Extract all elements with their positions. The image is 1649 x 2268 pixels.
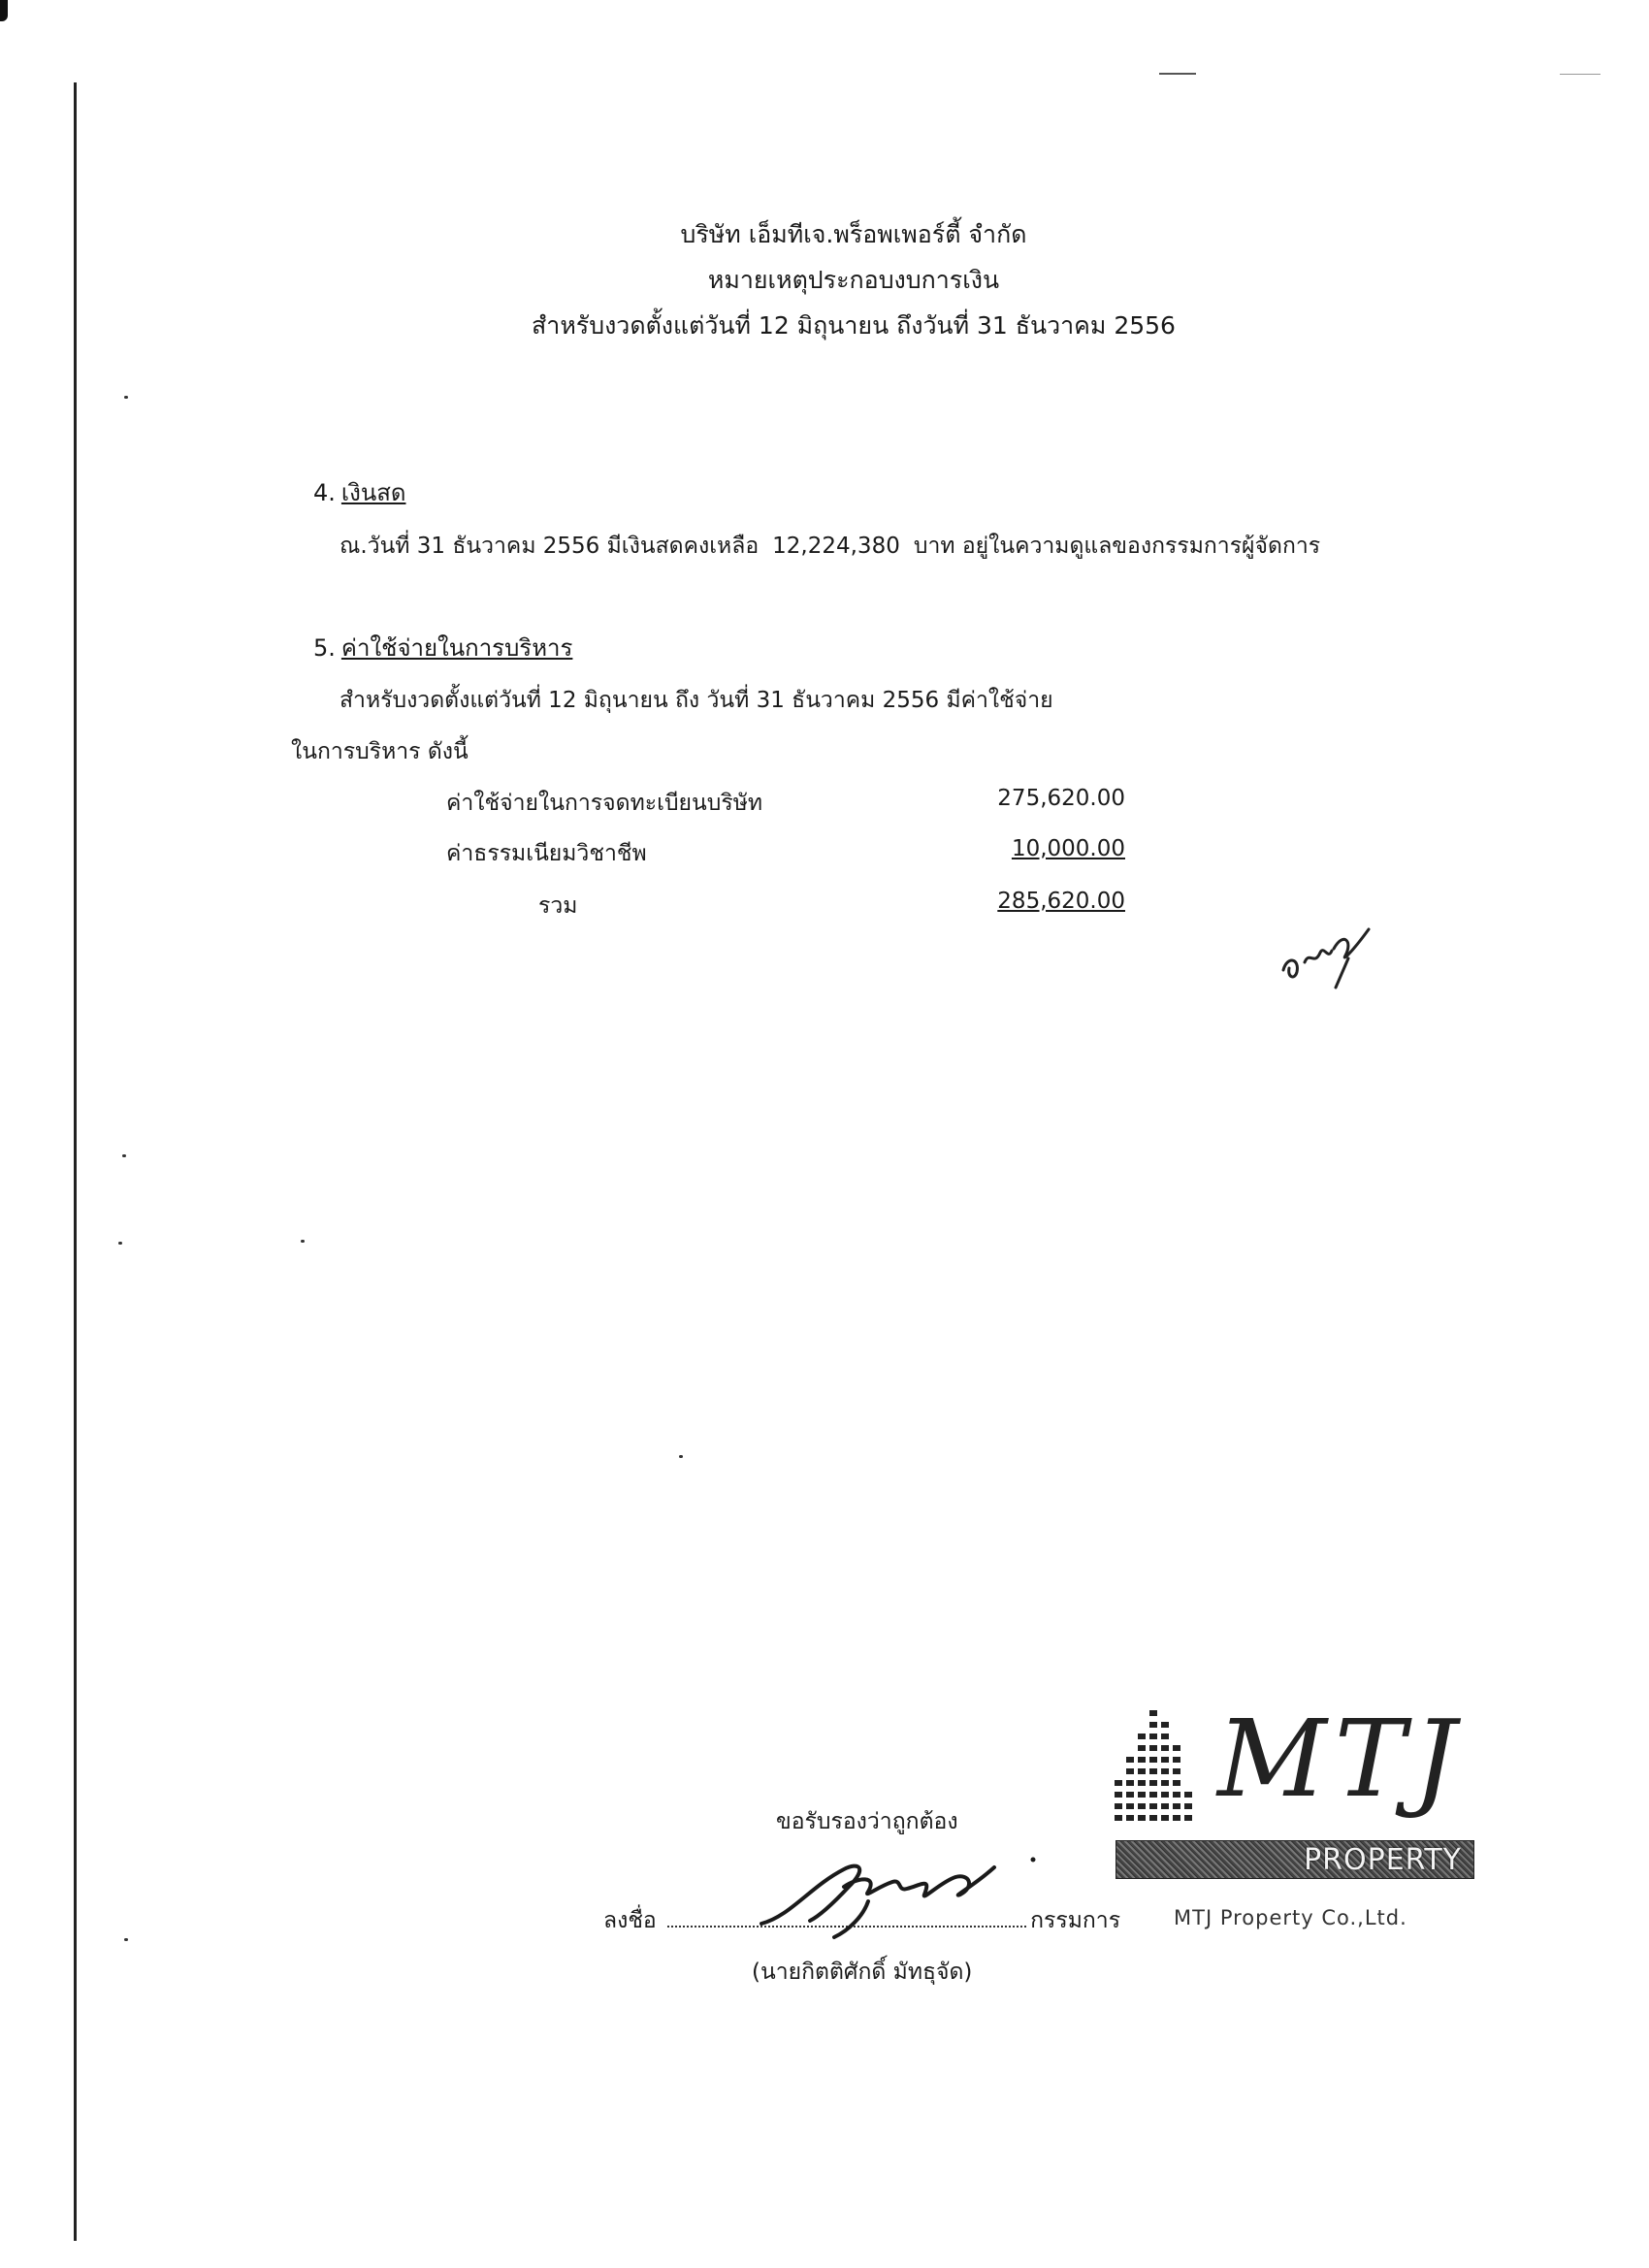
sign-suffix: กรรมการ [1030,1908,1121,1933]
document-title: หมายเหตุประกอบงบการเงิน [707,266,1000,294]
logo-company-name: MTJ Property Co.,Ltd. [1174,1906,1407,1929]
scan-speck [301,1240,305,1243]
scan-speck [124,1938,128,1941]
logo-tagline-bar [1116,1840,1474,1879]
section-5-heading [313,629,572,666]
section-title: ค่าใช้จ่ายในการบริหาร [340,634,573,662]
handwritten-signature [752,1848,1043,1940]
cash-amount: 12,224,380 [772,534,900,559]
scan-dash [1560,74,1600,75]
scan-speck [679,1455,683,1458]
total-label: รวม [538,893,578,919]
section-number: 5. [313,634,336,662]
logo-tagline: PROPERTY [1304,1843,1462,1877]
scan-dash [1159,73,1196,75]
scan-corner-mark [0,0,8,21]
expense-row [446,786,1125,819]
scan-speck [122,1154,126,1157]
certify-text: ขอรับรองว่าถูกต้อง [776,1809,958,1834]
section-4-text [340,529,1320,564]
handwritten-initials [1276,902,1382,989]
expense-row [446,836,1125,869]
expense-total-row [446,889,1125,922]
total-amount: 285,620.00 [997,889,1125,914]
sign-prefix: ลงชื่อ [603,1908,657,1933]
section-title: เงินสด [340,479,406,506]
expense-amount: 10,000.00 [1011,836,1125,861]
period-text: สำหรับงวดตั้งแต่วันที่ 12 มิถุนายน ถึงวันที่ 31 ธันวาคม 2556 [532,311,1176,340]
expense-label: ค่าธรรมเนียมวิชาชีพ [446,841,647,866]
scan-speck [124,396,128,399]
logo-brand: MTJ [1217,1697,1465,1821]
section-5-line-1: สำหรับงวดตั้งแต่วันที่ 12 มิถุนายน ถึง วันที่ 31 ธันวาคม 2556 มีค่าใช้จ่าย [340,688,1053,713]
section-5-line-2: ในการบริหาร ดังนี้ [291,739,469,764]
cash-text-before: ณ.วันที่ 31 ธันวาคม 2556 มีเงินสดคงเหลือ [340,534,760,559]
scan-speck [118,1242,122,1245]
section-4-heading [313,473,405,511]
signer-name: (นายกิตติศักดิ์ มัทธุจัด) [752,1960,973,1985]
cash-text-after: บาท อยู่ในความดูแลของกรรมการผู้จัดการ [913,534,1321,559]
section-number: 4. [313,479,336,506]
expense-label: ค่าใช้จ่ายในการจดทะเบียนบริษัท [446,791,763,816]
scan-edge-line [74,82,77,2241]
company-name: บริษัท เอ็มทีเจ.พร็อพเพอร์ตี้ จำกัด [680,220,1027,248]
document-header [0,211,1649,348]
expense-amount: 275,620.00 [997,786,1125,811]
